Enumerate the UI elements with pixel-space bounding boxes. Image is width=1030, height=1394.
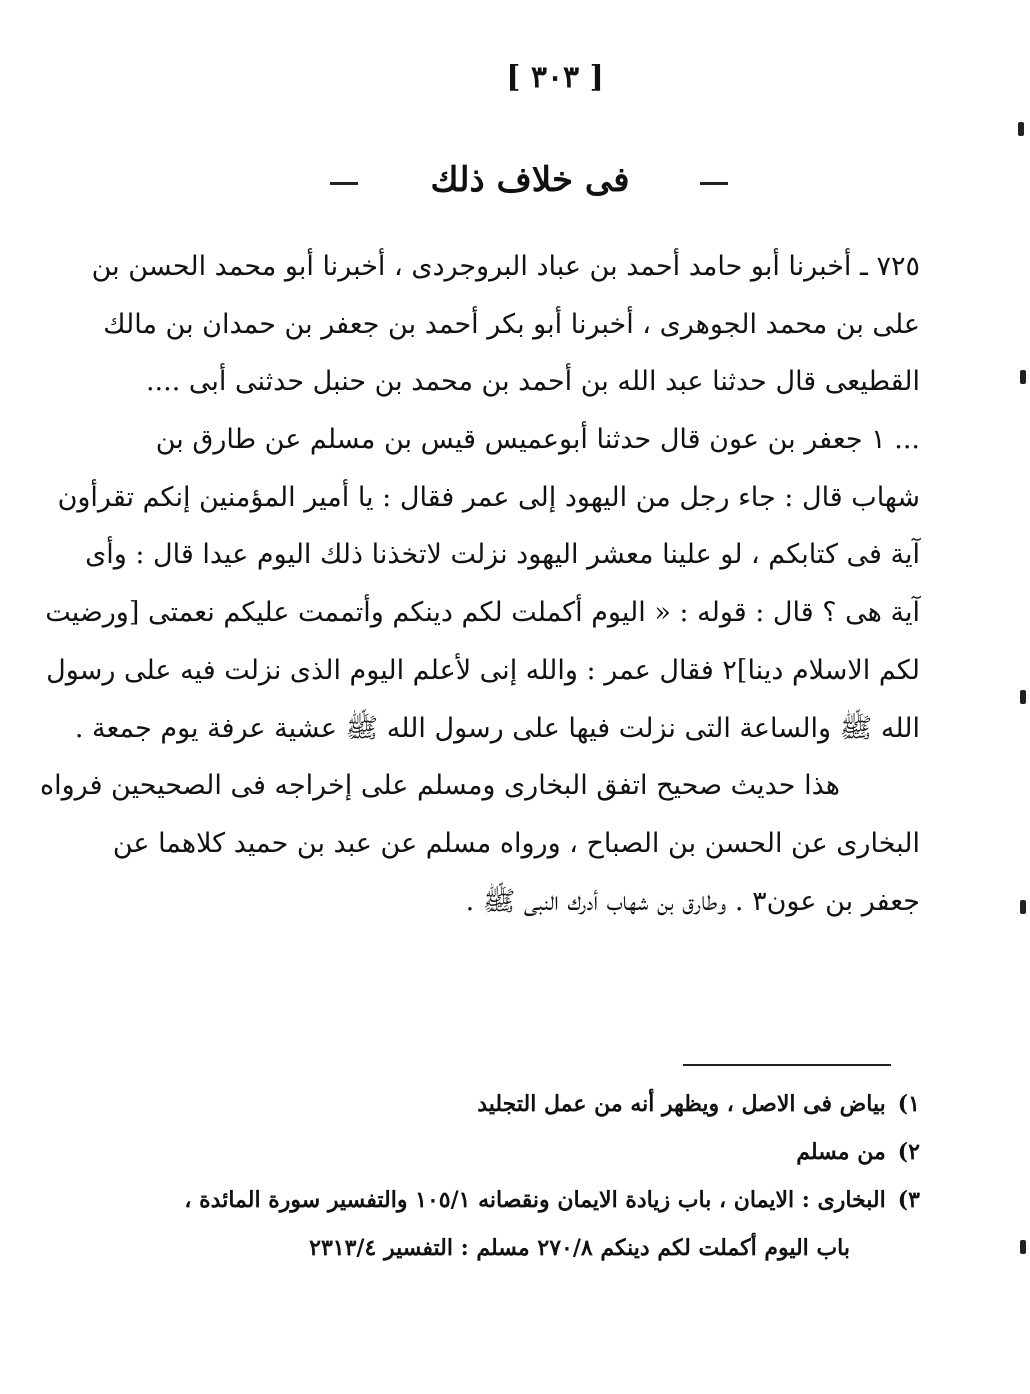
heading-ornament-right xyxy=(700,182,728,185)
text-line: آية هى ؟ قال : قوله : « اليوم أكملت لكم دينكم وأتممت عليكم نعمتى [ورضيت xyxy=(45,597,920,629)
scan-edge-mark xyxy=(1020,370,1026,384)
footnote-number: ٢) xyxy=(897,1139,920,1165)
scan-edge-mark xyxy=(1020,900,1026,914)
text-line: شهاب قال : جاء رجل من اليهود إلى عمر فقال : يا أمير المؤمنين إنكم تقرأون xyxy=(57,481,920,513)
commentary-line: هذا حديث صحيح اتفق البخارى ومسلم على إخراجه فى الصحيحين فرواه xyxy=(39,770,840,802)
footnote-3 xyxy=(184,1176,920,1224)
scan-edge-mark xyxy=(1020,690,1026,704)
page-number: [ ٣٠٣ ] xyxy=(506,60,604,95)
footnote-text: بياض فى الاصل ، ويظهر أنه من عمل التجليد xyxy=(477,1091,886,1117)
text-line: على بن محمد الجوهرى ، أخبرنا أبو بكر أحمد بن جعفر بن حمدان بن مالك xyxy=(103,308,920,340)
hadith-body-text xyxy=(39,238,920,930)
footnote-1 xyxy=(190,1080,920,1128)
text-line: ... ١ جعفر بن عون قال حدثنا أبوعميس قيس بن مسلم عن طارق بن xyxy=(155,424,920,456)
footnote-number: ٣) xyxy=(897,1187,920,1213)
footnotes xyxy=(184,1080,920,1272)
text-line: لكم الاسلام دينا]٢ فقال عمر : والله إنى لأعلم اليوم الذى نزلت فيه على رسول xyxy=(46,654,920,686)
scan-edge-mark xyxy=(1018,122,1024,136)
commentary-line: البخارى عن الحسن بن الصباح ، ورواه مسلم عن عبد بن حميد كلاهما عن xyxy=(112,827,920,859)
section-heading: فى خلاف ذلك xyxy=(430,160,630,200)
text-line: آية فى كتابكم ، لو علينا معشر اليهود نزلت لاتخذنا ذلك اليوم عيدا قال : وأى xyxy=(85,539,920,571)
text-line: ٧٢٥ ـ أخبرنا أبو حامد أحمد بن عباد البروجردى ، أخبرنا أبو محمد الحسن بن xyxy=(91,251,920,282)
footnote-number: ١) xyxy=(897,1091,920,1117)
scan-edge-mark xyxy=(1020,1240,1026,1254)
footnote-divider xyxy=(683,1064,891,1066)
text-line: القطيعى قال حدثنا عبد الله بن أحمد بن محمد بن حنبل حدثنى أبى .... xyxy=(145,366,920,398)
footnote-2 xyxy=(190,1128,920,1176)
footnote-text: من مسلم xyxy=(796,1139,886,1165)
commentary-line: جعفر بن عون٣ . وطارق بن شهاب أدرك النبى ﷺ . xyxy=(465,885,920,917)
text-line: الله ﷺ والساعة التى نزلت فيها على رسول الله ﷺ عشية عرفة يوم جمعة . xyxy=(74,712,920,744)
footnote-text: البخارى : الايمان ، باب زيادة الايمان ونقصانه ١٠٥/١ والتفسير سورة المائدة ، xyxy=(184,1187,886,1213)
footnote-3-continuation: باب اليوم أكملت لكم دينكم ٢٧٠/٨ مسلم : التفسير ٢٣١٣/٤ xyxy=(309,1235,850,1261)
